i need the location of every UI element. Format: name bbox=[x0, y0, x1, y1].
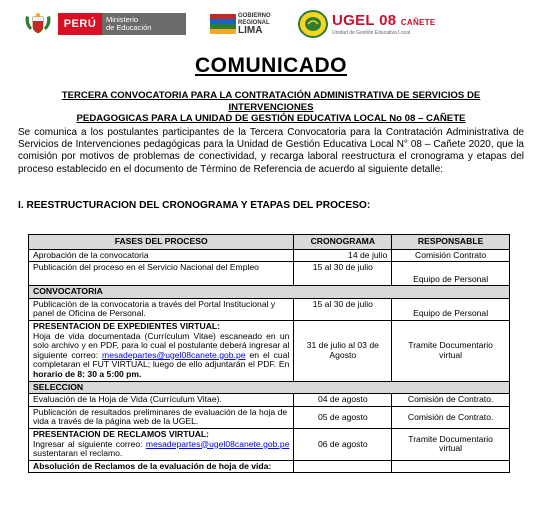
peru-label: PERÚ bbox=[58, 13, 102, 35]
resp-cell: Tramite Documentario virtual bbox=[392, 320, 510, 381]
email-link[interactable]: mesadepartes@ugel08canete.gob.pe bbox=[145, 438, 290, 449]
resp-cell: Equipo de Personal bbox=[392, 262, 510, 286]
page-title: COMUNICADO bbox=[195, 54, 347, 77]
group-row-convocatoria bbox=[29, 286, 510, 299]
intro-paragraph: Se comunica a los postulantes participantes de la Tercera Convocatoria para la Contratación Administrativa de Servicios de Intervenciones pedagógicas para la Unidad de Gestión Educativa Local N° 08 – Cañete 2020, que la comisión por motivos de problemas de conectividad, y recarga laboral reestructura el cronograma y etapas del proceso establecido en el documento de Término de Referencia de acuerdo al siguiente detalle: bbox=[18, 127, 524, 175]
resp-cell: Comisión Contrato bbox=[392, 249, 510, 262]
minedu-logo bbox=[58, 13, 186, 35]
crono-cell: 31 de julio al 03 de Agosto bbox=[294, 320, 392, 381]
group-label: CONVOCATORIA bbox=[29, 286, 510, 299]
crono-cell: 06 de agosto bbox=[294, 428, 392, 460]
gobierno-regional-lima-logo bbox=[210, 12, 290, 36]
table-row bbox=[29, 406, 510, 428]
resp-cell: Equipo de Personal bbox=[392, 298, 510, 320]
crono-cell: 14 de julio bbox=[294, 249, 392, 262]
schedule-table bbox=[28, 234, 510, 473]
email-link[interactable]: mesadepartes@ugel08canete.gob.pe bbox=[102, 349, 246, 360]
resp-cell: Comisión de Contrato. bbox=[392, 394, 510, 407]
table-row bbox=[29, 394, 510, 407]
resp-cell: Tramite Documentario virtual bbox=[392, 428, 510, 460]
fase-cell: PRESENTACION DE RECLAMOS VIRTUAL: Ingresar al siguiente correo: mesadepartes@ugel08canete.gob.pe sustentaran el reclamo. bbox=[29, 428, 294, 460]
table-row bbox=[29, 428, 510, 460]
fase-cell: Publicación de resultados preliminares de evaluación de la hoja de vida a través de la página web de la UGEL. bbox=[29, 406, 294, 428]
lima-text: GOBIERNO REGIONAL LIMA bbox=[238, 13, 271, 36]
fase-cell: Aprobación de la convocatoria bbox=[29, 249, 294, 262]
document-subtitle: TERCERA CONVOCATORIA PARA LA CONTRATACIÓN ADMINISTRATIVA DE SERVICIOS DE INTERVENCIONES PEDAGOGICAS PARA LA UNIDAD DE GESTIÓN EDUCATIVA LOCAL No 08 – CAÑETE bbox=[61, 90, 481, 124]
resp-cell bbox=[392, 460, 510, 473]
header-fases: FASES DEL PROCESO bbox=[29, 235, 294, 250]
ugel-logo bbox=[298, 10, 458, 38]
fase-cell: Publicación del proceso en el Servicio Nacional del Empleo bbox=[29, 262, 294, 286]
ministry-label: Ministerio de Educación bbox=[102, 13, 186, 35]
crono-cell: 04 de agosto bbox=[294, 394, 392, 407]
crono-cell: 15 al 30 de julio bbox=[294, 298, 392, 320]
crono-cell: 05 de agosto bbox=[294, 406, 392, 428]
header-cronograma: CRONOGRAMA bbox=[294, 235, 392, 250]
fase-cell: Absolución de Reclamos de la evaluación de hoja de vida: bbox=[29, 460, 294, 473]
ugel-name: UGEL 08 CAÑETE bbox=[332, 12, 436, 29]
crono-cell: 15 al 30 de julio bbox=[294, 262, 392, 286]
group-row-seleccion bbox=[29, 381, 510, 394]
table-row bbox=[29, 460, 510, 473]
table-row bbox=[29, 298, 510, 320]
table-header-row bbox=[29, 235, 510, 250]
lima-flag-icon bbox=[210, 14, 236, 34]
fase-cell: Publicación de la convocatoria a través del Portal Institucional y panel de Oficina de Personal. bbox=[29, 298, 294, 320]
crono-cell bbox=[294, 460, 392, 473]
table-row bbox=[29, 249, 510, 262]
header-logos bbox=[24, 8, 524, 40]
fase-cell: PRESENTACION DE EXPEDIENTES VIRTUAL: Hoja de vida documentada (Currículum Vitae) escaneado en un solo archivo y en PDF, para lo cual el postulante deberá ingresar al siguiente correo: mesadepartes@ugel08canete.gob.pe en el cual completaran el FUT VIRTUAL; luego de ello adjuntarán el PDF. En horario de 8: 30 a 5:00 pm. bbox=[29, 320, 294, 381]
ugel-tagline: Unidad de Gestión Educativa Local bbox=[332, 30, 411, 36]
fase-cell: Evaluación de la Hoja de Vida (Currículum Vitae). bbox=[29, 394, 294, 407]
group-label: SELECCION bbox=[29, 381, 510, 394]
ugel-seal-icon bbox=[298, 10, 328, 38]
header-responsable: RESPONSABLE bbox=[392, 235, 510, 250]
section-heading: I. REESTRUCTURACION DEL CRONOGRAMA Y ETAPAS DEL PROCESO: bbox=[18, 200, 371, 211]
table-row bbox=[29, 320, 510, 381]
table-row bbox=[29, 262, 510, 286]
peru-coat-of-arms-icon bbox=[24, 12, 52, 36]
resp-cell: Comisión de Contrato. bbox=[392, 406, 510, 428]
